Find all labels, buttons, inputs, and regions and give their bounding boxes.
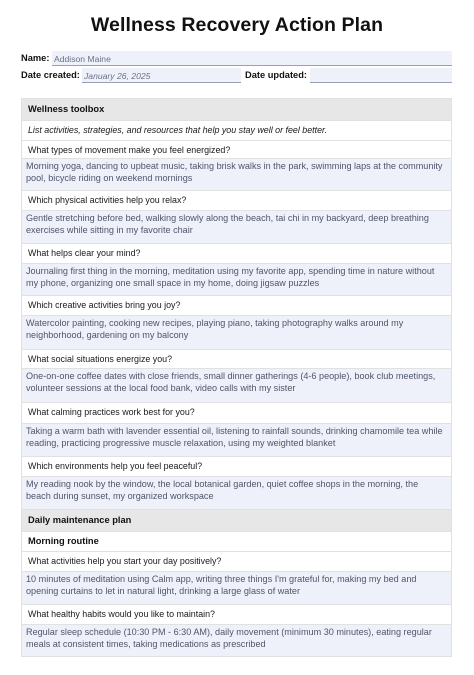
question-label: Which creative activities bring you joy? [21,295,452,315]
date-created-label: Date created: [21,70,80,80]
section-header-daily-maintenance: Daily maintenance plan [21,509,452,531]
answer-field[interactable]: Morning yoga, dancing to upbeat music, taking brisk walks in the park, swimming laps at the community pool, bicycle riding on weekend mornings [21,158,452,190]
date-updated-field[interactable] [310,68,452,83]
section-header-wellness-toolbox: Wellness toolbox [21,98,452,120]
sheet-bottom-border [21,656,452,657]
answer-field[interactable]: 10 minutes of meditation using Calm app, writing three things I'm grateful for, making my bed and opening curtains to let in natural light, drinking a large glass of water [21,571,452,604]
answer-field[interactable]: My reading nook by the window, the local botanical garden, quiet coffee shops in the morning, the beach during sunset, my organized workspace [21,476,452,509]
name-field[interactable]: Addison Maine [52,51,452,66]
name-label: Name: [21,53,50,63]
question-label: What activities help you start your day positively? [21,551,452,571]
question-label: What helps clear your mind? [21,243,452,263]
answer-field[interactable]: Taking a warm bath with lavender essential oil, listening to rainfall sounds, drinking chamomile tea while reading, practicing progressive muscle relaxation, using my weighted blanket [21,423,452,456]
question-label: What social situations energize you? [21,349,452,368]
answer-field[interactable]: One-on-one coffee dates with close friends, small dinner gatherings (4-6 people), book club meetings, volunteer sessions at the local food bank, video calls with my sister [21,368,452,402]
answer-field[interactable]: Regular sleep schedule (10:30 PM - 6:30 AM), daily movement (minimum 30 minutes), eating regular meals at consistent times, taking medications as prescribed [21,624,452,656]
date-updated-label: Date updated: [245,70,307,80]
answer-field[interactable]: Journaling first thing in the morning, meditation using my favorite app, spending time in nature without my phone, organizing one small space in my home, doing jigsaw puzzles [21,263,452,295]
subsection-header-morning-routine: Morning routine [21,531,452,551]
question-label: What types of movement make you feel energized? [21,140,452,158]
question-label: Which physical activities help you relax? [21,190,452,210]
date-row [21,68,452,84]
name-row [21,51,452,67]
date-created-field[interactable]: January 26, 2025 [82,68,241,83]
answer-field[interactable]: Watercolor painting, cooking new recipes, playing piano, taking photography walks around my neighborhood, gardening on my balcony [21,315,452,349]
question-label: What healthy habits would you like to maintain? [21,604,452,624]
question-label: What calming practices work best for you? [21,402,452,423]
toolbox-instructions: List activities, strategies, and resources that help you stay well or feel better. [21,120,452,140]
answer-field[interactable]: Gentle stretching before bed, walking slowly along the beach, tai chi in my backyard, deep breathing exercises while sitting in my favorite chair [21,210,452,243]
page-title: Wellness Recovery Action Plan [90,14,384,36]
question-label: Which environments help you feel peaceful? [21,456,452,476]
